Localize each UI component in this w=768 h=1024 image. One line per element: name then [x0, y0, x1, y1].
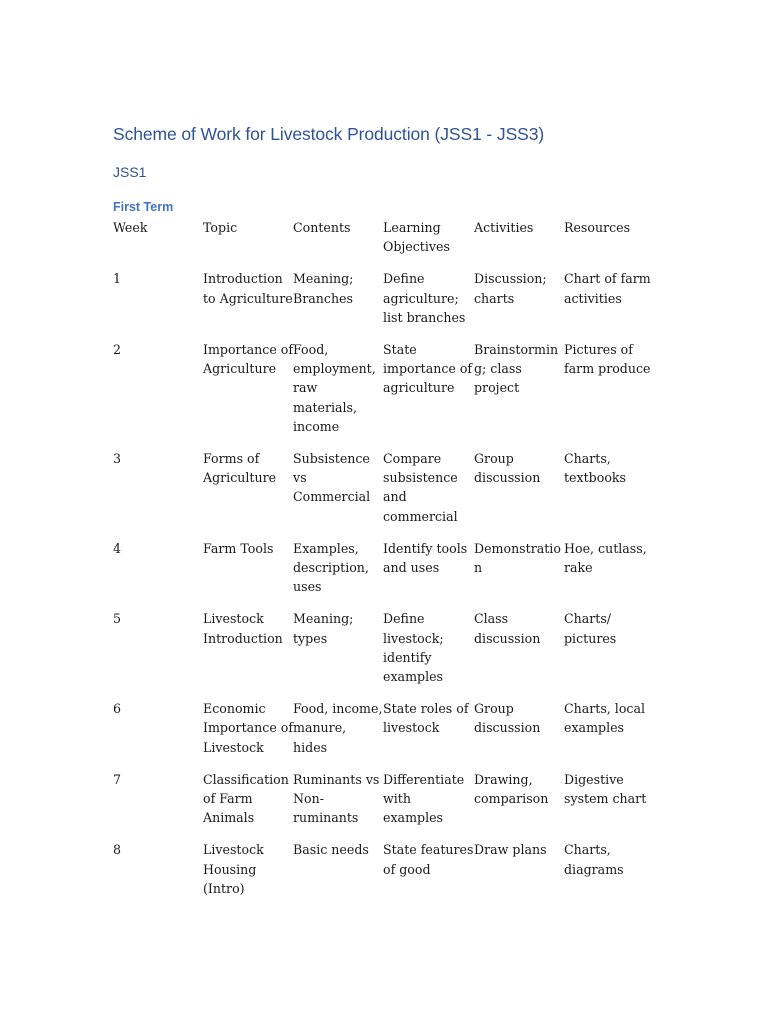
cell-week: 7	[113, 771, 122, 787]
table-row	[113, 699, 653, 770]
cell-topic: Classification of Farm Animals	[203, 771, 289, 826]
cell-resources: Pictures of farm produce	[564, 342, 651, 377]
cell-week: 8	[113, 842, 122, 858]
table-row	[113, 269, 653, 340]
cell-resources: Charts/ pictures	[564, 611, 617, 646]
header-topic: Topic	[203, 220, 238, 235]
cell-activities: Drawing, comparison	[474, 771, 549, 807]
cell-activities: Discussion; charts	[474, 271, 547, 306]
cell-topic: Introduction to Agriculture	[203, 271, 293, 306]
cell-contents: Meaning; Branches	[293, 271, 354, 306]
cell-contents: Food, employment, raw materials, income	[293, 342, 376, 434]
cell-topic: Importance of Agriculture	[203, 342, 294, 377]
cell-activities: Draw plans	[474, 842, 547, 858]
cell-contents: Basic needs	[293, 842, 369, 858]
cell-learning-objectives: State roles of livestock	[383, 701, 469, 736]
cell-activities: Brainstorming; class project	[474, 342, 559, 396]
header-contents: Contents	[293, 220, 351, 235]
cell-resources: Digestive system chart	[564, 771, 647, 807]
cell-resources: Charts, local examples	[564, 701, 646, 736]
header-activities: Activities	[474, 220, 534, 235]
header-resources: Resources	[564, 220, 631, 235]
cell-contents: Food, income, manure, hides	[293, 701, 383, 755]
cell-resources: Chart of farm activities	[564, 271, 651, 306]
cell-topic: Livestock Housing (Intro)	[203, 842, 264, 896]
cell-week: 6	[113, 701, 122, 717]
table-header-row	[113, 218, 653, 269]
cell-topic: Livestock Introduction	[203, 611, 283, 646]
cell-week: 1	[113, 271, 122, 287]
cell-activities: Class discussion	[474, 611, 541, 646]
cell-learning-objectives: Define agriculture; list branches	[383, 271, 466, 325]
cell-resources: Hoe, cutlass, rake	[564, 540, 647, 576]
cell-learning-objectives: Compare subsistence and commercial	[383, 451, 458, 524]
cell-learning-objectives: State importance of agriculture	[383, 342, 473, 396]
cell-learning-objectives: Define livestock; identify examples	[383, 611, 444, 685]
cell-learning-objectives: State features of good	[383, 842, 474, 877]
cell-learning-objectives: Identify tools and uses	[383, 540, 468, 576]
cell-topic: Economic Importance of Livestock	[203, 701, 294, 755]
cell-week: 5	[113, 611, 122, 627]
document-title: Scheme of Work for Livestock Production (JSS1 - JSS3)	[113, 124, 545, 144]
cell-week: 4	[113, 540, 122, 556]
cell-topic: Forms of Agriculture	[203, 451, 277, 486]
cell-contents: Ruminants vs Non-ruminants	[293, 771, 380, 826]
cell-contents: Meaning; types	[293, 611, 354, 646]
cell-week: 3	[113, 451, 122, 467]
cell-activities: Group discussion	[474, 701, 541, 736]
cell-week: 2	[113, 342, 122, 358]
cell-contents: Subsistence vs Commercial	[293, 451, 371, 505]
section-heading-jss1: JSS1	[113, 164, 147, 180]
table-row	[113, 770, 653, 841]
cell-topic: Farm Tools	[203, 540, 274, 556]
term-heading: First Term	[113, 200, 174, 214]
cell-activities: Group discussion	[474, 451, 541, 486]
table-row	[113, 449, 653, 539]
cell-activities: Demonstration	[474, 540, 561, 576]
cell-contents: Examples, description, uses	[293, 540, 369, 595]
table-row	[113, 539, 653, 610]
table-row	[113, 340, 653, 449]
cell-learning-objectives: Differentiate with examples	[383, 771, 465, 826]
header-week: Week	[113, 220, 148, 235]
cell-resources: Charts, textbooks	[564, 451, 626, 486]
table-row	[113, 840, 653, 911]
table-row	[113, 609, 653, 699]
header-learning-objectives: Learning Objectives	[383, 220, 450, 255]
cell-resources: Charts, diagrams	[564, 842, 624, 877]
scheme-of-work-table	[113, 218, 653, 911]
